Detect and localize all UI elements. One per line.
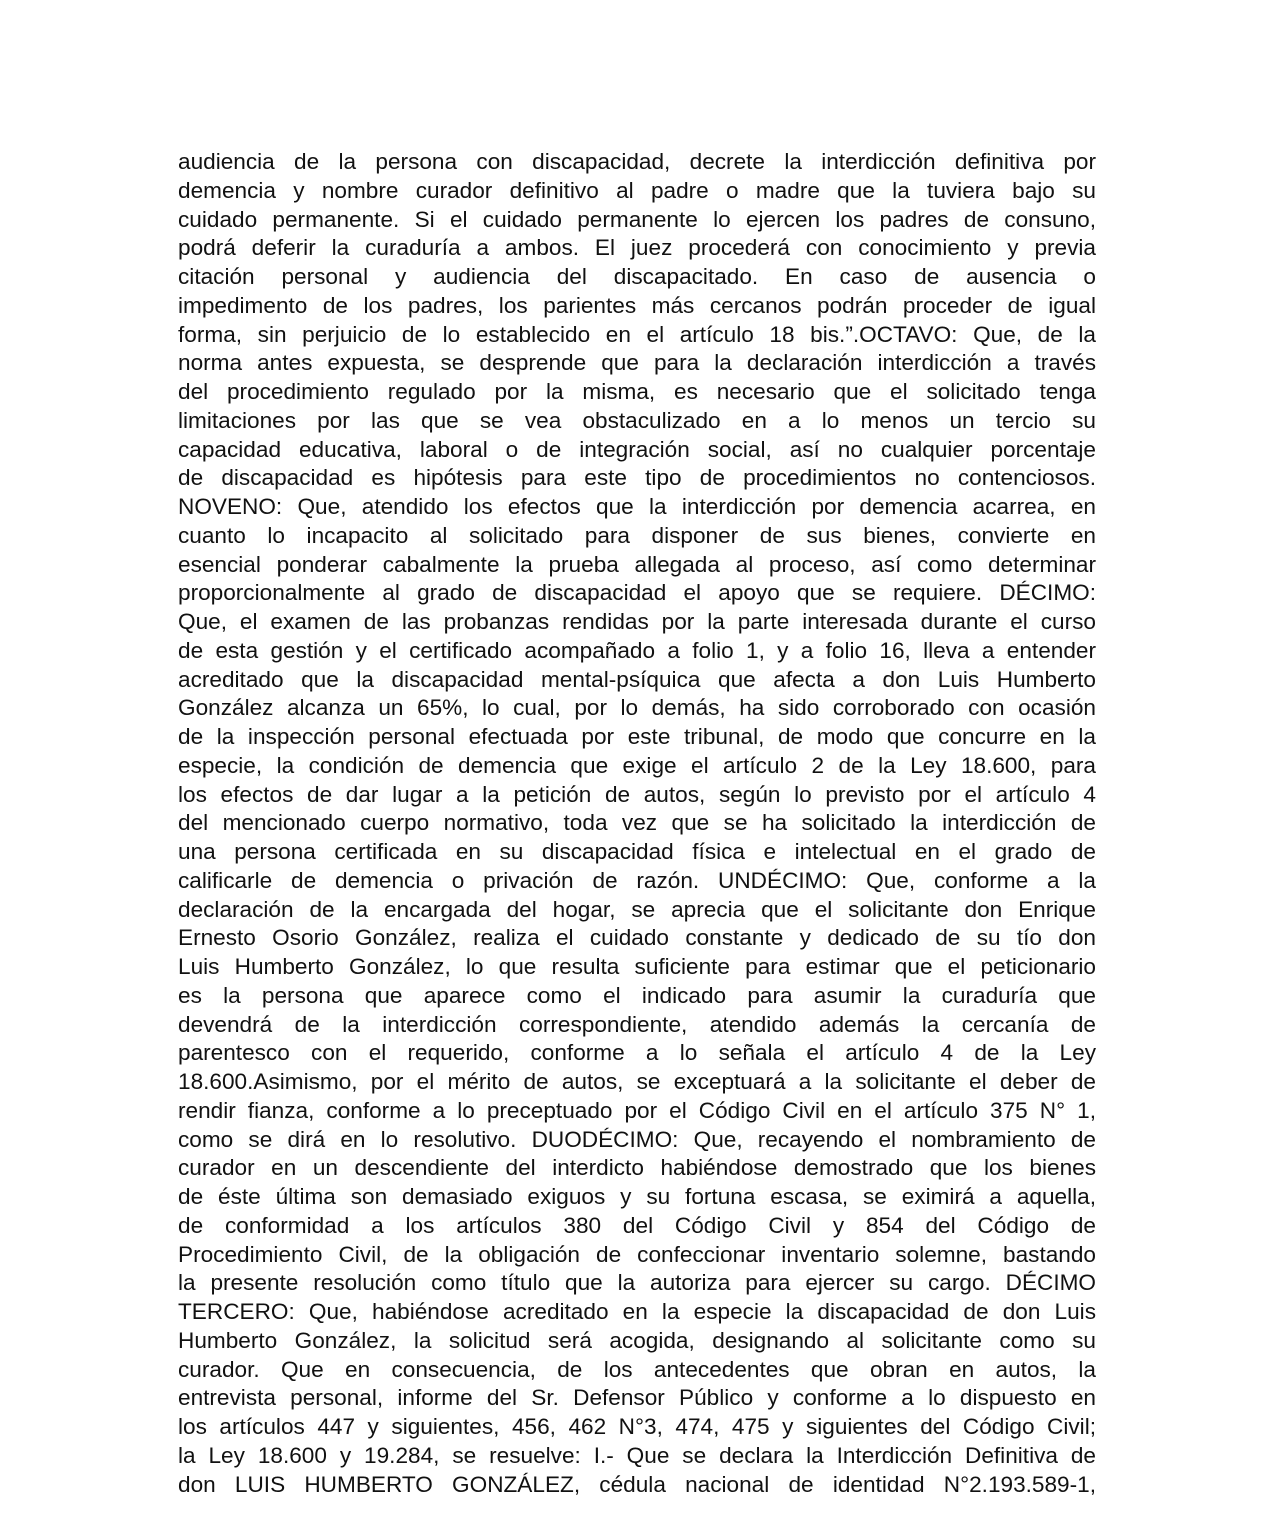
text-line: Procedimiento Civil, de la obligación de confeccionar inventario solemne, bastando [178, 1241, 1096, 1267]
text-line: citación personal y audiencia del discapacitado. En caso de ausencia o [178, 264, 1096, 289]
document-body [178, 148, 1096, 1499]
text-line: del procedimiento regulado por la misma, es necesario que el solicitado tenga [178, 379, 1096, 404]
text-line: una persona certificada en su discapacidad física e intelectual en el grado de [178, 839, 1096, 864]
text-line: acreditado que la discapacidad mental-psíquica que afecta a don Luis Humberto [178, 666, 1096, 692]
text-line: demencia y nombre curador definitivo al padre o madre que la tuviera bajo su [178, 177, 1096, 203]
text-line: capacidad educativa, laboral o de integración social, así no cualquier porcentaje [178, 436, 1096, 462]
text-line: calificarle de demencia o privación de razón. UNDÉCIMO: Que, conforme a la [178, 867, 1096, 893]
text-line: como se dirá en lo resolutivo. DUODÉCIMO: Que, recayendo el nombramiento de [178, 1126, 1096, 1152]
text-line: proporcionalmente al grado de discapacidad el apoyo que se requiere. DÉCIMO: [178, 580, 1096, 606]
text-line: es la persona que aparece como el indicado para asumir la curaduría que [178, 982, 1096, 1008]
text-line: limitaciones por las que se vea obstaculizado en a lo menos un tercio su [178, 407, 1096, 433]
text-line: declaración de la encargada del hogar, se aprecia que el solicitante don Enrique [178, 896, 1096, 922]
text-line: don LUIS HUMBERTO GONZÁLEZ, cédula nacional de identidad N°2.193.589-1, [178, 1471, 1096, 1497]
text-line: de conformidad a los artículos 380 del Código Civil y 854 del Código de [178, 1212, 1096, 1238]
text-line: esencial ponderar cabalmente la prueba allegada al proceso, así como determinar [178, 551, 1096, 577]
text-line: parentesco con el requerido, conforme a lo señala el artículo 4 de la Ley [178, 1040, 1096, 1066]
text-line: de la inspección personal efectuada por este tribunal, de modo que concurre en la [178, 724, 1096, 749]
text-line: de esta gestión y el certificado acompañado a folio 1, y a folio 16, lleva a entender [178, 637, 1096, 663]
text-line: curador. Que en consecuencia, de los antecedentes que obran en autos, la [178, 1356, 1096, 1382]
text-line: Humberto González, la solicitud será acogida, designando al solicitante como su [178, 1327, 1096, 1353]
text-line: rendir fianza, conforme a lo preceptuado por el Código Civil en el artículo 375 N° 1, [178, 1097, 1096, 1123]
text-line: la presente resolución como título que la autoriza para ejercer su cargo. DÉCIMO [178, 1270, 1096, 1296]
text-line: Luis Humberto González, lo que resulta suficiente para estimar que el peticionario [178, 954, 1096, 979]
text-line: entrevista personal, informe del Sr. Defensor Público y conforme a lo dispuesto en [178, 1385, 1096, 1411]
text-line: cuidado permanente. Si el cuidado permanente lo ejercen los padres de consuno, [178, 206, 1096, 232]
text-line: TERCERO: Que, habiéndose acreditado en la especie la discapacidad de don Luis [178, 1299, 1096, 1324]
text-line: la Ley 18.600 y 19.284, se resuelve: I.- Que se declara la Interdicción Definitiva de [178, 1442, 1096, 1468]
text-line: de éste última son demasiado exiguos y su fortuna escasa, se eximirá a aquella, [178, 1184, 1096, 1209]
text-line: los efectos de dar lugar a la petición de autos, según lo previsto por el artículo 4 [178, 781, 1096, 807]
text-line: especie, la condición de demencia que exige el artículo 2 de la Ley 18.600, para [178, 752, 1096, 778]
text-line: podrá deferir la curaduría a ambos. El juez procederá con conocimiento y previa [178, 235, 1096, 261]
text-line: curador en un descendiente del interdicto habiéndose demostrado que los bienes [178, 1155, 1096, 1181]
text-line: audiencia de la persona con discapacidad, decrete la interdicción definitiva por [178, 149, 1096, 174]
text-line: 18.600.Asimismo, por el mérito de autos, se exceptuará a la solicitante el deber de [178, 1069, 1096, 1094]
text-line: NOVENO: Que, atendido los efectos que la interdicción por demencia acarrea, en [178, 494, 1096, 519]
text-line: del mencionado cuerpo normativo, toda vez que se ha solicitado la interdicción de [178, 810, 1096, 836]
text-line: impedimento de los padres, los parientes más cercanos podrán proceder de igual [178, 292, 1096, 318]
text-line: cuanto lo incapacito al solicitado para disponer de sus bienes, convierte en [178, 522, 1096, 548]
text-line: de discapacidad es hipótesis para este tipo de procedimientos no contenciosos. [178, 465, 1096, 491]
text-line: devendrá de la interdicción correspondiente, atendido además la cercanía de [178, 1011, 1096, 1037]
text-line: González alcanza un 65%, lo cual, por lo demás, ha sido corroborado con ocasión [178, 695, 1096, 721]
text-line: forma, sin perjuicio de lo establecido en el artículo 18 bis.”.OCTAVO: Que, de la [178, 321, 1096, 347]
text-line: los artículos 447 y siguientes, 456, 462 N°3, 474, 475 y siguientes del Código Civil; [178, 1414, 1096, 1439]
text-line: Que, el examen de las probanzas rendidas por la parte interesada durante el curso [178, 609, 1096, 634]
text-line: Ernesto Osorio González, realiza el cuidado constante y dedicado de su tío don [178, 925, 1096, 951]
text-line: norma antes expuesta, se desprende que para la declaración interdicción a través [178, 350, 1096, 376]
